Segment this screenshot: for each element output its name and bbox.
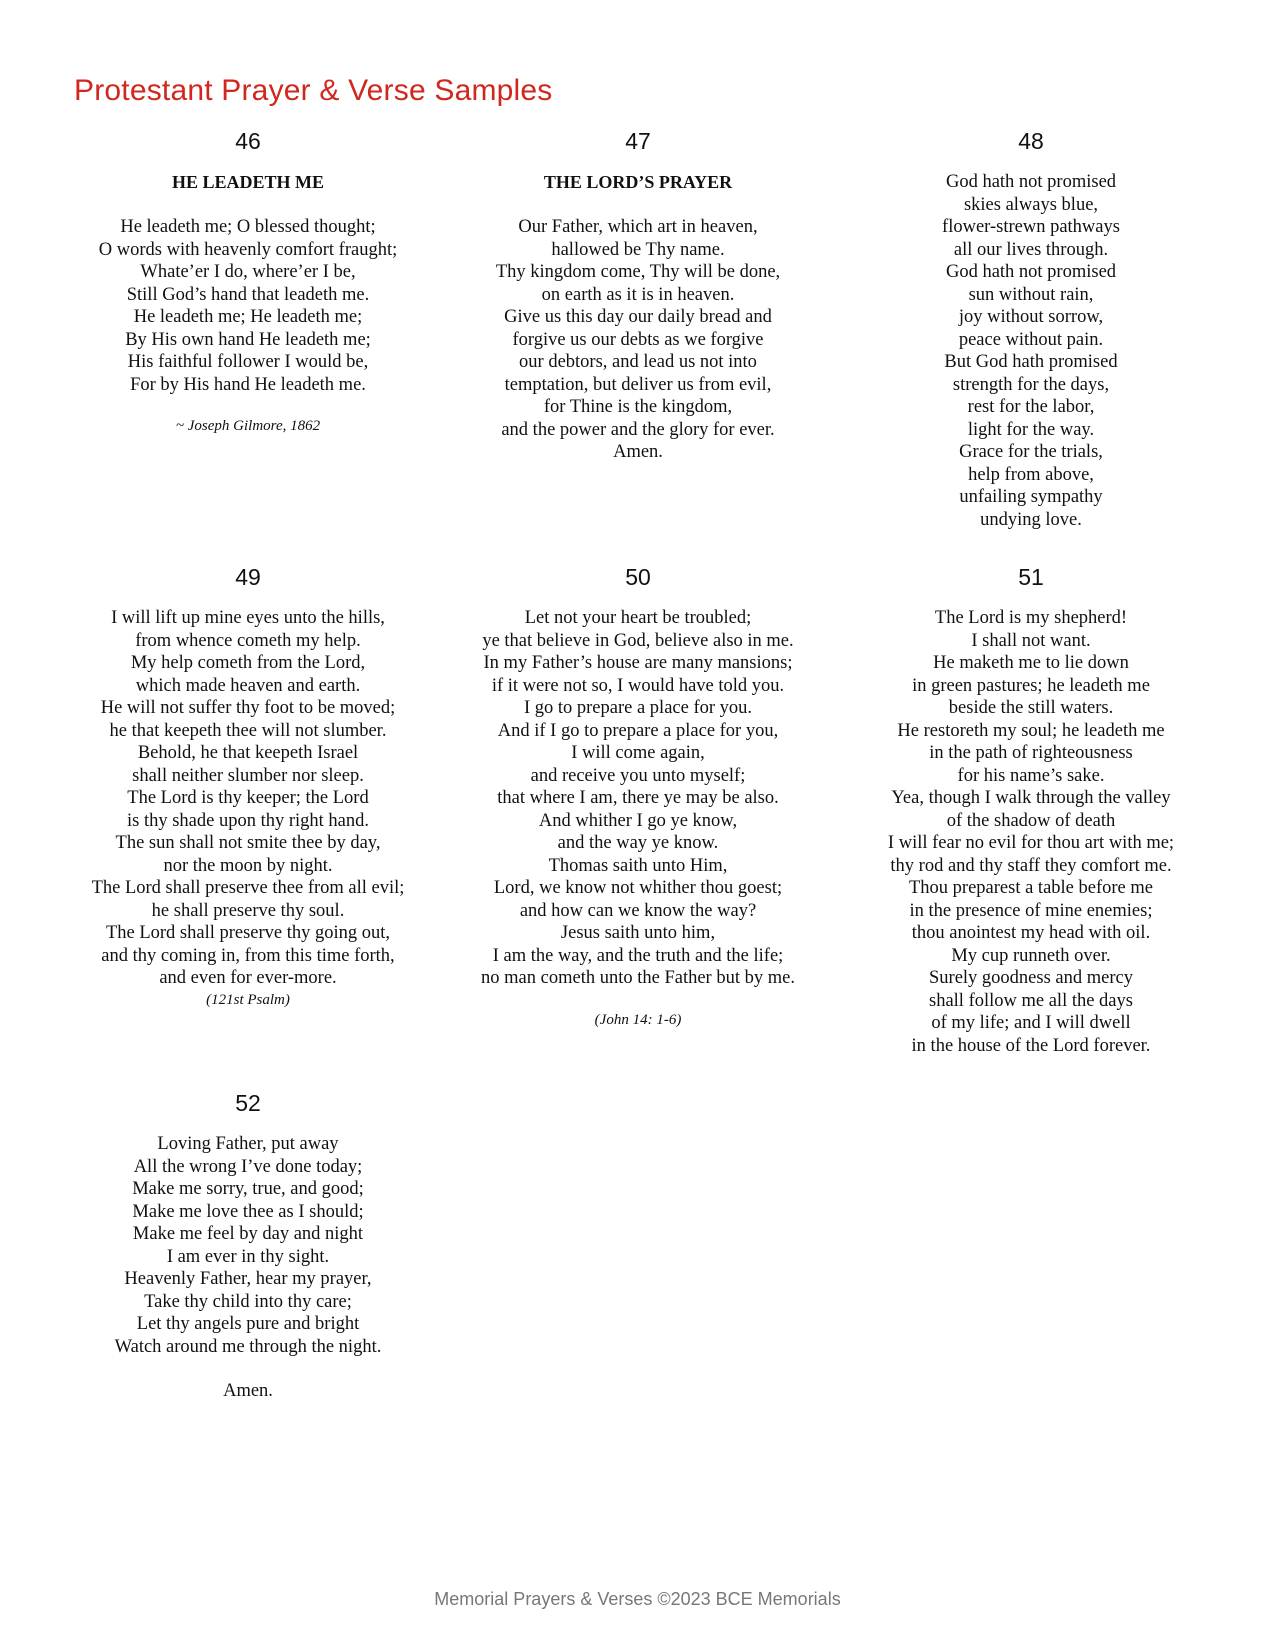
verse-line: God hath not promised [945,172,1117,192]
verse-line: Yea, though I walk through the valley [891,788,1171,808]
verse-line: and thy coming in, from this time forth, [101,945,395,966]
verse-line: I am the way, and the truth and the life; [492,945,784,966]
verse-line: And if I go to prepare a place for you, [497,720,779,741]
verse-line: in the house of the Lord forever. [911,1035,1151,1056]
verse-number: 49 [235,564,261,590]
verse-line: Thou preparest a table before me [909,878,1153,898]
verse-line: in the path of righteousness [929,743,1133,763]
verse-line: Watch around me through the night. [114,1336,382,1357]
verse-lines [443,216,833,464]
verse-line: from whence cometh my help. [135,630,361,651]
verse-number: 52 [235,1090,261,1116]
verse-line: And whither I go ye know, [538,810,738,831]
verse-line: and the power and the glory for ever. [501,419,775,440]
verse-line: beside the still waters. [948,698,1114,718]
verse-line: He maketh me to lie down [933,653,1129,673]
verse-line: Amen. [613,442,663,462]
page-title: Protestant Prayer & Verse Samples [74,74,553,107]
verse-line: help from above, [968,464,1094,485]
verse-attribution: (121st Psalm) [206,991,290,1008]
verse-line: My cup runneth over. [951,945,1111,966]
verse-number: 47 [625,128,651,154]
verse-line: unfailing sympathy [959,487,1103,507]
verse-number: 48 [1018,128,1044,154]
verse-line: Behold, he that keepeth Israel [137,743,359,763]
verse-attribution: (John 14: 1-6) [594,1011,682,1028]
verse-line: I will come again, [571,743,705,763]
verse-line: which made heaven and earth. [135,675,361,696]
verse-line: skies always blue, [963,194,1099,215]
verse-line: nor the moon by night. [163,855,333,876]
verse-lines [53,216,443,396]
verse-line: Whate’er I do, where’er I be, [140,262,356,282]
verse-line: Surely goodness and mercy [929,968,1133,988]
verse-line: He will not suffer thy foot to be moved; [100,698,396,718]
verse-line: Take thy child into thy care; [144,1291,352,1312]
verse-line: Lord, we know not whither thou goest; [493,878,783,898]
verse-line: and the way ye know. [557,833,719,853]
verse-line: He leadeth me; O blessed thought; [120,217,376,237]
verse-line: peace without pain. [958,329,1104,350]
verse-line: for Thine is the kingdom, [543,397,733,417]
verse-line: Make me feel by day and night [132,1224,364,1244]
verse-line: ye that believe in God, believe also in me. [482,630,794,651]
verse-line: The Lord is my shepherd! [934,608,1128,628]
verse-line: flower-strewn pathways [942,217,1120,237]
verse-line: no man cometh unto the Father but by me. [481,968,795,988]
verse-line: joy without sorrow, [958,307,1104,327]
verse-line: he shall preserve thy soul. [151,900,345,921]
verse-number: 46 [235,128,261,154]
verse-line: By His own hand He leadeth me; [125,329,371,350]
verse-line: His faithful follower I would be, [127,352,369,372]
verse-line: He restoreth my soul; he leadeth me [897,720,1165,741]
verse-line: Heavenly Father, hear my prayer, [124,1269,372,1289]
verse-line: and even for ever-more. [159,968,337,988]
verse-line: and receive you unto myself; [530,765,746,786]
verse-heading: THE LORD’S PRAYER [543,172,733,192]
verse-lines [53,607,443,990]
verse-line: forgive us our debts as we forgive [512,329,764,350]
verse-line: all our lives through. [953,239,1109,260]
verse-line: Loving Father, put away [157,1134,339,1154]
verse-47 [443,127,833,464]
verse-number: 51 [1018,564,1044,590]
verse-lines [836,607,1226,1057]
verse-line: I go to prepare a place for you. [523,698,753,718]
verse-attribution: ~ Joseph Gilmore, 1862 [175,418,321,434]
verse-line: I am ever in thy sight. [166,1246,330,1267]
verse-46 [53,127,443,436]
verse-line: God hath not promised [945,262,1117,282]
verse-line: He leadeth me; He leadeth me; [133,307,363,327]
verse-line: For by His hand He leadeth me. [130,374,366,395]
verse-number: 50 [625,564,651,590]
verse-line: In my Father’s house are many mansions; [483,653,793,673]
verse-line: light for the way. [967,419,1095,440]
verse-line: All the wrong I’ve done today; [133,1156,363,1177]
page-footer: Memorial Prayers & Verses ©2023 BCE Memorials [434,1589,841,1609]
verse-line: on earth as it is in heaven. [541,284,735,305]
verse-lines [53,1133,443,1358]
verse-line: Let not your heart be troubled; [524,608,752,628]
verse-line: Thomas saith unto Him, [548,855,728,876]
verse-line: Thy kingdom come, Thy will be done, [495,262,781,282]
verse-line: The Lord is thy keeper; the Lord [127,788,369,808]
verse-line: I shall not want. [971,630,1091,651]
verse-line: if it were not so, I would have told you. [491,675,785,696]
verse-line: that where I am, there ye may be also. [497,788,779,808]
verse-line: of my life; and I will dwell [931,1013,1131,1033]
verse-line: undying love. [980,509,1082,530]
verse-line: I will fear no evil for thou art with me; [887,833,1175,853]
verse-line: he that keepeth thee will not slumber. [109,720,387,741]
verse-line: I will lift up mine eyes unto the hills, [111,608,385,628]
verse-line: thou anointest my head with oil. [911,923,1151,943]
verse-line: our debtors, and lead us not into [519,352,757,372]
verse-50 [443,563,833,1030]
verse-line: O words with heavenly comfort fraught; [98,239,398,260]
verse-line: and how can we know the way? [519,900,757,921]
verse-line: of the shadow of death [946,810,1116,831]
verse-line: Let thy angels pure and bright [136,1314,360,1334]
verse-line: strength for the days, [952,374,1110,395]
verse-closing: Amen. [223,1381,273,1401]
verse-line: My help cometh from the Lord, [130,653,366,673]
verse-line: The Lord shall preserve thee from all evil; [91,878,405,898]
verse-line: thy rod and thy staff they comfort me. [890,855,1172,876]
verse-lines [836,171,1226,531]
verse-49 [53,563,443,1010]
verse-line: temptation, but deliver us from evil, [504,374,772,395]
verse-line: Make me love thee as I should; [132,1201,364,1222]
verse-line: in green pastures; he leadeth me [912,675,1150,696]
verse-line: But God hath promised [944,352,1118,372]
verse-line: sun without rain, [968,284,1094,305]
verse-line: Give us this day our daily bread and [504,307,772,327]
verse-lines [443,607,833,990]
verse-48 [836,127,1226,531]
verse-line: Still God’s hand that leadeth me. [126,284,370,305]
verse-line: The sun shall not smite thee by day, [115,833,381,853]
verse-line: in the presence of mine enemies; [909,900,1153,921]
verse-line: Our Father, which art in heaven, [518,217,758,237]
verse-heading: HE LEADETH ME [171,172,325,192]
verse-line: shall neither slumber nor sleep. [132,765,364,786]
verse-line: for his name’s sake. [957,765,1105,786]
verse-line: Jesus saith unto him, [560,923,716,943]
verse-line: The Lord shall preserve thy going out, [105,923,391,943]
verse-51 [836,563,1226,1057]
verse-line: Grace for the trials, [959,442,1103,462]
verse-line: is thy shade upon thy right hand. [126,810,370,831]
verse-line: rest for the labor, [967,397,1095,417]
verse-52 [53,1089,443,1403]
verse-line: Make me sorry, true, and good; [132,1179,364,1199]
verse-line: hallowed be Thy name. [551,239,725,260]
verse-line: shall follow me all the days [929,990,1133,1011]
